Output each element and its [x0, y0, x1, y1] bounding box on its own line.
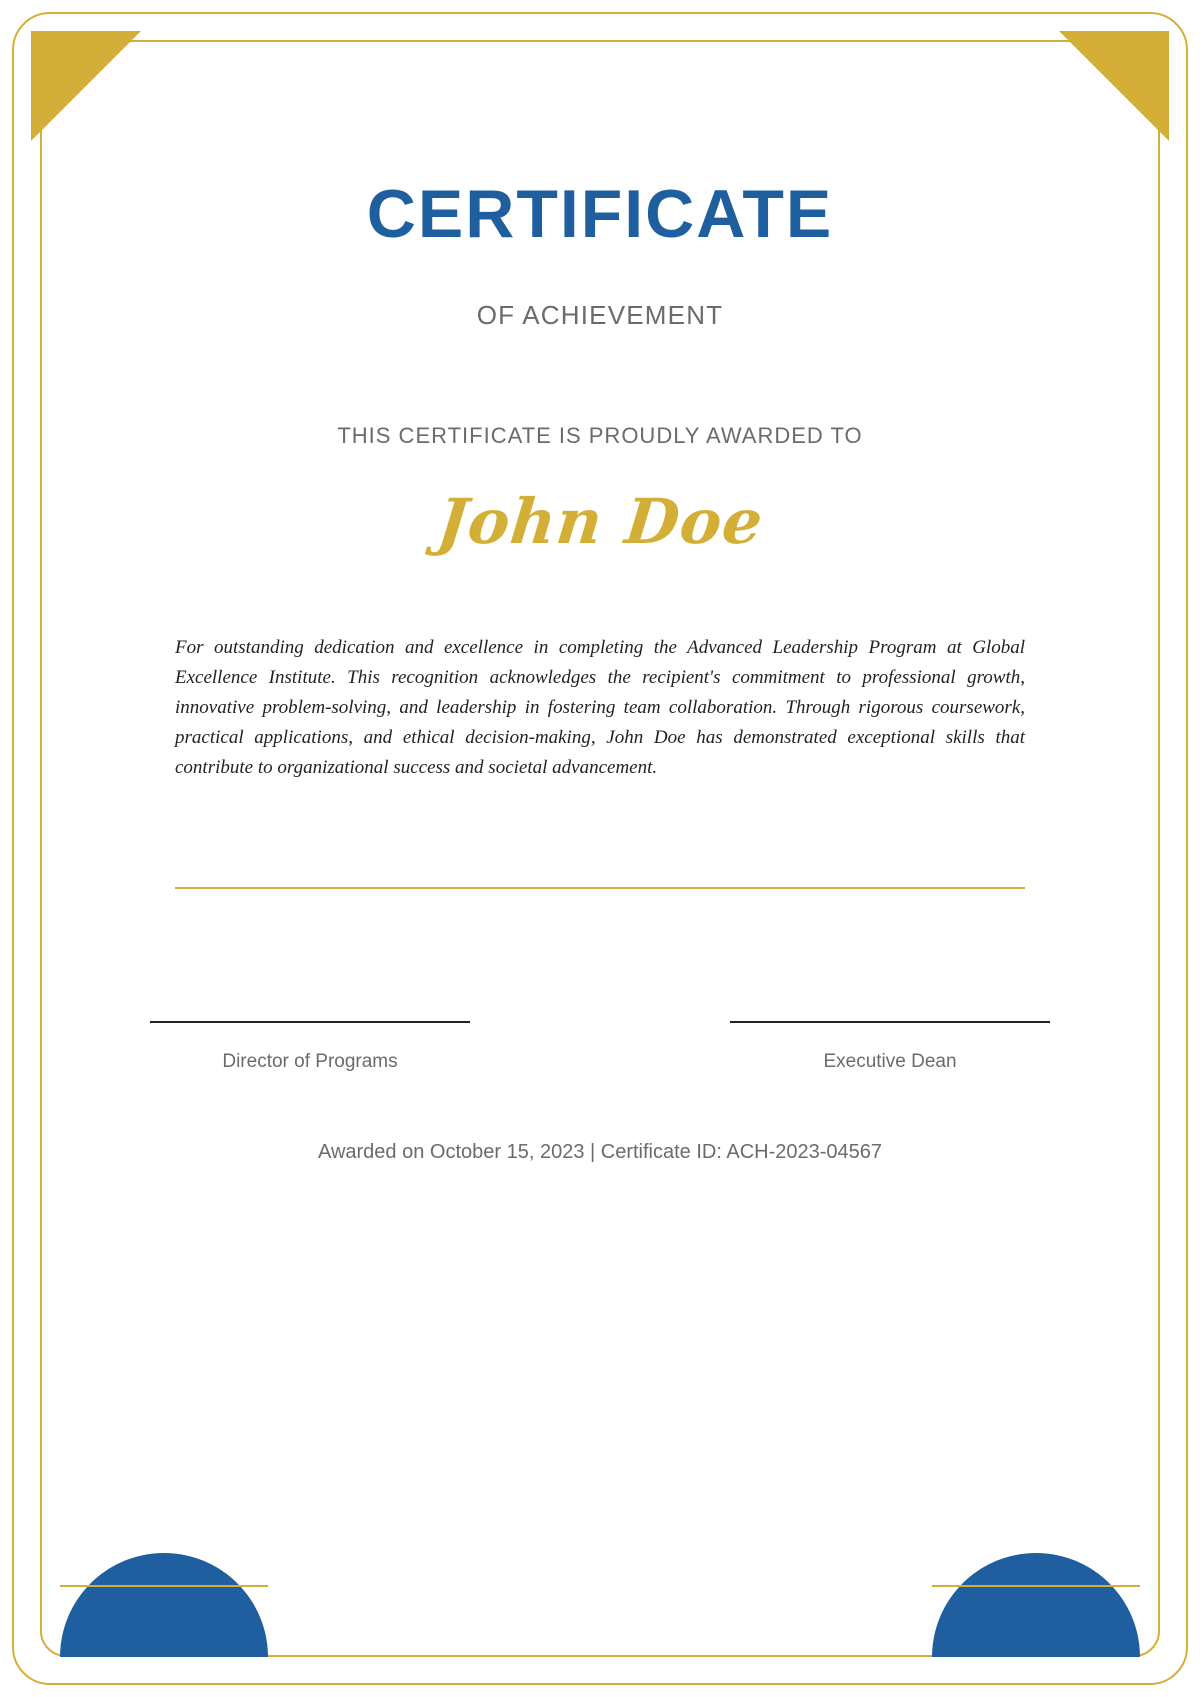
certificate-content — [40, 40, 1160, 1657]
certificate-body-text: For outstanding dedication and excellence in completing the Advanced Leadership Program at Global Excellence Institute. This recognition acknowledges the recipient's commitment to professional growth, innovative problem-solving, and leadership in fostering team collaboration. Through rigorous coursework, practical applications, and ethical decision-making, John Doe has demonstrated exceptional skills that contribute to organizational success and societal advancement. — [175, 637, 1025, 778]
gold-divider — [175, 887, 1025, 889]
certificate-title: CERTIFICATE — [366, 176, 834, 252]
signature-block-director — [150, 1021, 470, 1073]
signature-label-dean: Executive Dean — [823, 1051, 957, 1072]
signature-line-dean — [730, 1021, 1050, 1023]
signature-line-director — [150, 1021, 470, 1023]
awarded-to-label: THIS CERTIFICATE IS PROUDLY AWARDED TO — [337, 423, 863, 448]
signature-block-dean — [730, 1021, 1050, 1073]
signature-area — [150, 1021, 1050, 1073]
recipient-name: John Doe — [433, 485, 767, 558]
signature-label-director: Director of Programs — [222, 1051, 398, 1072]
certificate-footer: Awarded on October 15, 2023 | Certificate ID: ACH-2023-04567 — [317, 1141, 883, 1163]
certificate-subtitle: OF ACHIEVEMENT — [476, 300, 724, 330]
